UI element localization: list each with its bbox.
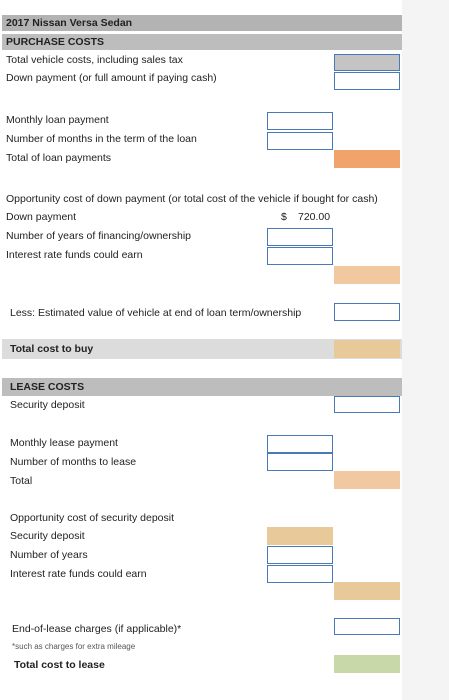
footnote-text: *such as charges for extra mileage <box>12 642 136 651</box>
security-deposit-input[interactable] <box>334 396 400 413</box>
months-in-term-label: Number of months in the term of the loan <box>6 133 197 145</box>
opportunity-cost-output <box>334 266 400 284</box>
lease-opportunity-output <box>334 582 400 600</box>
number-of-years-input[interactable] <box>267 546 333 564</box>
total-loan-payments-output <box>334 150 400 168</box>
lease-total-label: Total <box>10 475 33 487</box>
less-estimated-input[interactable] <box>334 303 400 321</box>
interest-rate-input[interactable] <box>267 247 333 265</box>
lease-costs-header: LEASE COSTS <box>10 381 85 393</box>
months-to-lease-label: Number of months to lease <box>10 456 137 468</box>
security-deposit-label: Security deposit <box>10 399 85 411</box>
lease-total-output <box>334 471 400 489</box>
end-of-lease-label: End-of-lease charges (if applicable)* <box>12 623 182 635</box>
months-to-lease-input[interactable] <box>267 453 333 471</box>
months-in-term-input[interactable] <box>267 132 333 150</box>
total-vehicle-costs-label: Total vehicle costs, including sales tax <box>6 54 183 66</box>
opportunity-cost-deposit-label: Opportunity cost of security deposit <box>10 512 174 524</box>
down-payment-full-label: Down payment (or full amount if paying cash) <box>6 72 217 84</box>
lease-interest-rate-label: Interest rate funds could earn <box>10 568 147 580</box>
page-edge <box>402 0 449 700</box>
total-cost-to-buy-output <box>334 340 400 358</box>
security-deposit-2-label: Security deposit <box>10 530 85 542</box>
total-cost-to-lease-label: Total cost to lease <box>14 659 105 671</box>
monthly-lease-payment-label: Monthly lease payment <box>10 437 118 449</box>
monthly-loan-payment-label: Monthly loan payment <box>6 114 109 126</box>
number-of-years-label: Number of years <box>10 549 88 561</box>
page-title: 2017 Nissan Versa Sedan <box>6 17 133 29</box>
total-cost-to-buy-label: Total cost to buy <box>10 343 94 355</box>
interest-rate-label: Interest rate funds could earn <box>6 249 143 261</box>
less-estimated-label: Less: Estimated value of vehicle at end of loan term/ownership <box>10 307 302 319</box>
lease-interest-rate-input[interactable] <box>267 565 333 583</box>
end-of-lease-input[interactable] <box>334 618 400 635</box>
years-financing-input[interactable] <box>267 228 333 246</box>
total-vehicle-costs-input[interactable] <box>334 54 400 71</box>
total-cost-to-lease-output <box>334 655 400 673</box>
years-financing-label: Number of years of financing/ownership <box>6 230 192 242</box>
monthly-lease-payment-input[interactable] <box>267 435 333 453</box>
total-loan-payments-label: Total of loan payments <box>6 152 112 164</box>
security-deposit-2-output <box>267 527 333 545</box>
opportunity-cost-label: Opportunity cost of down payment (or total cost of the vehicle if bought for cash) <box>6 193 378 205</box>
down-payment-value: 720.00 <box>298 211 331 223</box>
down-payment-label: Down payment <box>6 211 77 223</box>
purchase-costs-header: PURCHASE COSTS <box>6 36 105 48</box>
monthly-loan-payment-input[interactable] <box>267 112 333 130</box>
down-payment-currency: $ <box>281 211 287 223</box>
down-payment-full-input[interactable] <box>334 72 400 90</box>
